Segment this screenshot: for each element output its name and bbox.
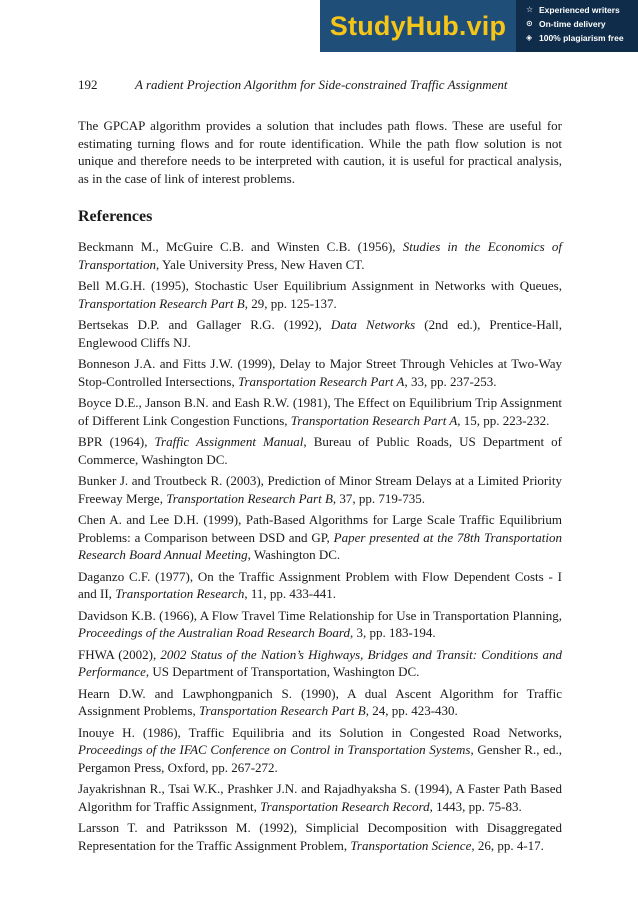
reference-item (78, 724, 562, 777)
ref-text: Bonneson J.A. and Fitts J.W. (1999), Delay to Major Street Through Vehicles at Two-Way Stop-Controlled Intersections, (78, 356, 562, 389)
reference-item (78, 394, 562, 429)
ref-italic: Transportation Research (115, 586, 245, 601)
ref-text: , 15, pp. 223-232. (457, 412, 550, 428)
reference-item (78, 277, 562, 312)
reference-item (78, 355, 562, 390)
ref-text: Jayakrishnan R., Tsai W.K., Prashker J.N. and Rajadhyaksha S. (1994), A Faster Path Based Algorithm for Traffic Assignment, (78, 781, 562, 814)
ref-text: , 3, pp. 183-194. (350, 625, 436, 640)
feature-row (526, 17, 638, 31)
ref-text: , 37, pp. 719-735. (332, 490, 426, 506)
ref-text: , Washington DC. (247, 547, 341, 562)
feature-label: 100% plagiarism free (539, 33, 624, 43)
reference-item (78, 511, 562, 564)
ref-text: Davidson K.B. (1966), A Flow Travel Time Relationship for Use in Transportation Planning, (78, 607, 562, 623)
ref-italic: Transportation Research Record (260, 798, 430, 814)
ref-text: (2nd ed.), Prentice-Hall, Englewood Cliffs NJ. (78, 317, 562, 350)
reference-item (78, 780, 562, 815)
reference-item (78, 433, 562, 468)
reference-item (78, 819, 562, 854)
shield-icon: ◈ (526, 33, 533, 42)
ref-text: Bertsekas D.P. and Gallager R.G. (1992), (78, 317, 331, 332)
ref-italic: Transportation Research Part B (78, 295, 245, 311)
ref-text: Inouye H. (1986), Traffic Equilibria and its Solution in Congested Road Networks, (78, 724, 562, 740)
feature-label: On-time delivery (539, 19, 606, 29)
ref-italic: Proceedings of the IFAC Conference on Control in Transportation Systems (78, 742, 471, 757)
references-heading: References (78, 208, 153, 225)
ref-text: Bell M.G.H. (1995), Stochastic User Equilibrium Assignment in Networks with Queues, (78, 278, 562, 293)
running-title: A radient Projection Algorithm for Side-constrained Traffic Assignment (135, 77, 508, 92)
ref-italic: Studies in the Economics of Transportation (78, 239, 562, 272)
page-number: 192 (78, 77, 98, 92)
brand-suffix: .vip (458, 10, 507, 41)
reference-item (78, 568, 562, 603)
reference-item (78, 646, 562, 681)
studyhub-logo[interactable] (320, 0, 516, 52)
feature-row (526, 31, 638, 45)
ref-text: Bunker J. and Troutbeck R. (2003), Prediction of Minor Stream Delays at a Limited Priority Freeway Merge, (78, 473, 562, 506)
ref-italic: 2002 Status of the Nation’s Highways, Bridges and Transit: Conditions and Performance (78, 646, 562, 679)
ref-text: Boyce D.E., Janson B.N. and Eash R.W. (1981), The Effect on Equilibrium Trip Assignment of Different Link Congestion Functions, (78, 395, 562, 428)
reference-item (78, 472, 562, 507)
ref-text: , 29, pp. 125-137. (244, 295, 337, 311)
ref-text: BPR (1964), (78, 434, 155, 449)
ref-italic: Paper presented at the 78th Transportation Research Board Annual Meeting (78, 529, 562, 562)
reference-item (78, 685, 562, 720)
reference-item (78, 316, 562, 351)
banner-features (516, 0, 638, 52)
feature-label: Experienced writers (539, 5, 620, 15)
ref-italic: Transportation Science (350, 837, 472, 853)
ref-text: , Bureau of Public Roads, US Department of Commerce, Washington DC. (78, 434, 563, 467)
ref-italic: Transportation Research Part A (237, 373, 405, 389)
ref-text: , 24, pp. 423-430. (365, 703, 458, 718)
reference-item (78, 238, 562, 273)
ref-text: Daganzo C.F. (1977), On the Traffic Assignment Problem with Flow Dependent Costs - I and II, (78, 568, 562, 601)
ref-text: , Yale University Press, New Haven CT. (156, 256, 365, 272)
brand-main: StudyHub (329, 10, 459, 41)
ref-text: , 1443, pp. 75-83. (429, 798, 522, 814)
reference-item (78, 607, 562, 642)
ref-text: FHWA (2002), (78, 646, 161, 662)
ref-text: Beckmann M., McGuire C.B. and Winsten C.B. (1956), (78, 239, 403, 254)
feature-row (526, 3, 638, 17)
ref-text: Chen A. and Lee D.H. (1999), Path-Based Algorithms for Large Scale Traffic Equilibrium Problems: a Comparison between DSD and GP, (78, 512, 562, 545)
ref-italic: Transportation Research Part B (198, 703, 366, 718)
ref-text: , 11, pp. 433-441. (244, 586, 336, 601)
ref-italic: Proceedings of the Australian Road Research Board (78, 625, 350, 640)
studyhub-banner[interactable] (320, 0, 638, 52)
ref-italic: Transportation Research Part B (166, 490, 333, 506)
star-icon: ☆ (526, 5, 534, 14)
ref-text: Hearn D.W. and Lawphongpanich S. (1990), A dual Ascent Algorithm for Traffic Assignment Problems, (78, 685, 562, 718)
ref-text: , US Department of Transportation, Washington DC. (145, 664, 420, 679)
ref-text: Larsson T. and Patriksson M. (1992), Simplicial Decomposition with Disaggregated Representation for the Traffic Assignment Problem, (78, 820, 562, 853)
intro-paragraph: The GPCAP algorithm provides a solution that includes path flows. These are useful for estimating turning flows and for route identification. While the path flow solution is not unique and therefore needs to be interpreted with caution, it is useful for practical analysis, as in the case of link of interest problems. (78, 118, 562, 186)
ref-text: , 33, pp. 237-253. (404, 373, 497, 389)
ref-text: , 26, pp. 4-17. (471, 837, 544, 853)
clock-icon: ⊙ (526, 19, 533, 28)
references-list (78, 238, 562, 858)
ref-italic: Data Networks (330, 317, 416, 332)
ref-text: , Gensher R., ed., Pergamon Press, Oxford, pp. 267-272. (78, 742, 562, 775)
ref-italic: Transportation Research Part A (290, 412, 458, 428)
ref-italic: Traffic Assignment Manual (154, 434, 304, 449)
